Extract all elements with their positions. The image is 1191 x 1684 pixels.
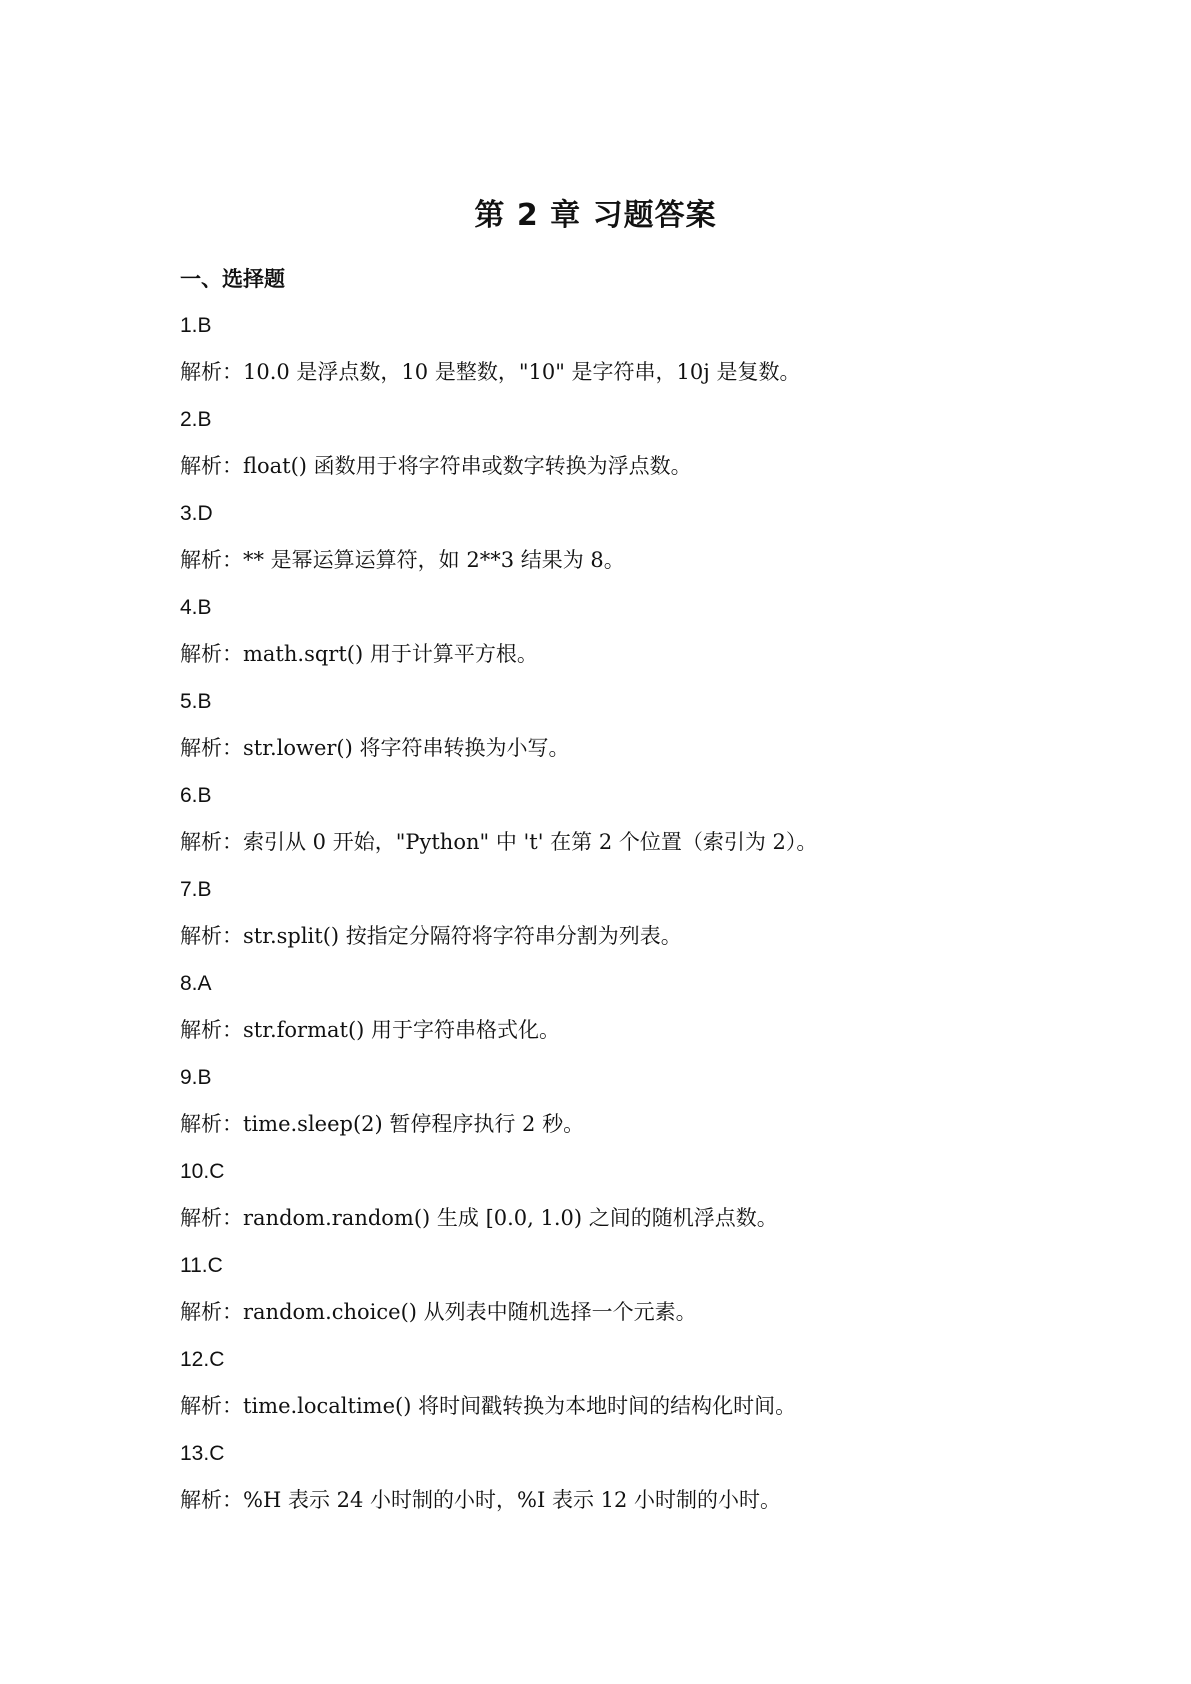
answer-item	[180, 678, 1110, 772]
answer-number: 3.D	[180, 502, 213, 525]
page-title: 第 2 章 习题答案	[474, 198, 717, 234]
section-heading: 一、选择题	[180, 267, 285, 291]
answer-explanation: 解析：%H 表示 24 小时制的小时，%I 表示 12 小时制的小时。	[180, 1488, 782, 1512]
answer-item	[180, 866, 1110, 960]
answer-number: 2.B	[180, 408, 212, 431]
answer-explanation: 解析：索引从 0 开始，"Python" 中 't' 在第 2 个位置（索引为 2）。	[180, 830, 818, 854]
answer-explanation: 解析：random.random() 生成 [0.0, 1.0) 之间的随机浮点数。	[180, 1206, 778, 1230]
answer-item	[180, 1430, 1110, 1524]
answer-explanation: 解析：time.localtime() 将时间戳转换为本地时间的结构化时间。	[180, 1394, 797, 1418]
answer-explanation: 解析：float() 函数用于将字符串或数字转换为浮点数。	[180, 454, 692, 478]
answer-number: 8.A	[180, 972, 212, 995]
answer-number: 12.C	[180, 1348, 225, 1371]
answer-item	[180, 302, 1110, 396]
answer-explanation: 解析：time.sleep(2) 暂停程序执行 2 秒。	[180, 1112, 585, 1136]
answer-item	[180, 490, 1110, 584]
answer-explanation: 解析：random.choice() 从列表中随机选择一个元素。	[180, 1300, 697, 1324]
answer-number: 4.B	[180, 596, 212, 619]
answer-number: 11.C	[180, 1254, 223, 1277]
answer-item	[180, 396, 1110, 490]
answer-item	[180, 584, 1110, 678]
answer-explanation: 解析：10.0 是浮点数，10 是整数，"10" 是字符串，10j 是复数。	[180, 360, 801, 384]
answer-number: 9.B	[180, 1066, 212, 1089]
answer-number: 10.C	[180, 1160, 225, 1183]
answer-item	[180, 1336, 1110, 1430]
answer-explanation: 解析：** 是幂运算运算符，如 2**3 结果为 8。	[180, 548, 625, 572]
answer-explanation: 解析：str.split() 按指定分隔符将字符串分割为列表。	[180, 924, 682, 948]
answer-item	[180, 960, 1110, 1054]
answer-explanation: 解析：str.lower() 将字符串转换为小写。	[180, 736, 570, 760]
answer-item	[180, 772, 1110, 866]
answer-number: 6.B	[180, 784, 212, 807]
answer-number: 7.B	[180, 878, 212, 901]
answer-number: 1.B	[180, 314, 212, 337]
answer-number: 13.C	[180, 1442, 225, 1465]
answer-explanation: 解析：math.sqrt() 用于计算平方根。	[180, 642, 538, 666]
content-body	[180, 256, 1110, 1524]
answer-list	[180, 302, 1110, 1524]
answer-item	[180, 1148, 1110, 1242]
answer-item	[180, 1054, 1110, 1148]
answer-number: 5.B	[180, 690, 212, 713]
answer-explanation: 解析：str.format() 用于字符串格式化。	[180, 1018, 561, 1042]
answer-item	[180, 1242, 1110, 1336]
